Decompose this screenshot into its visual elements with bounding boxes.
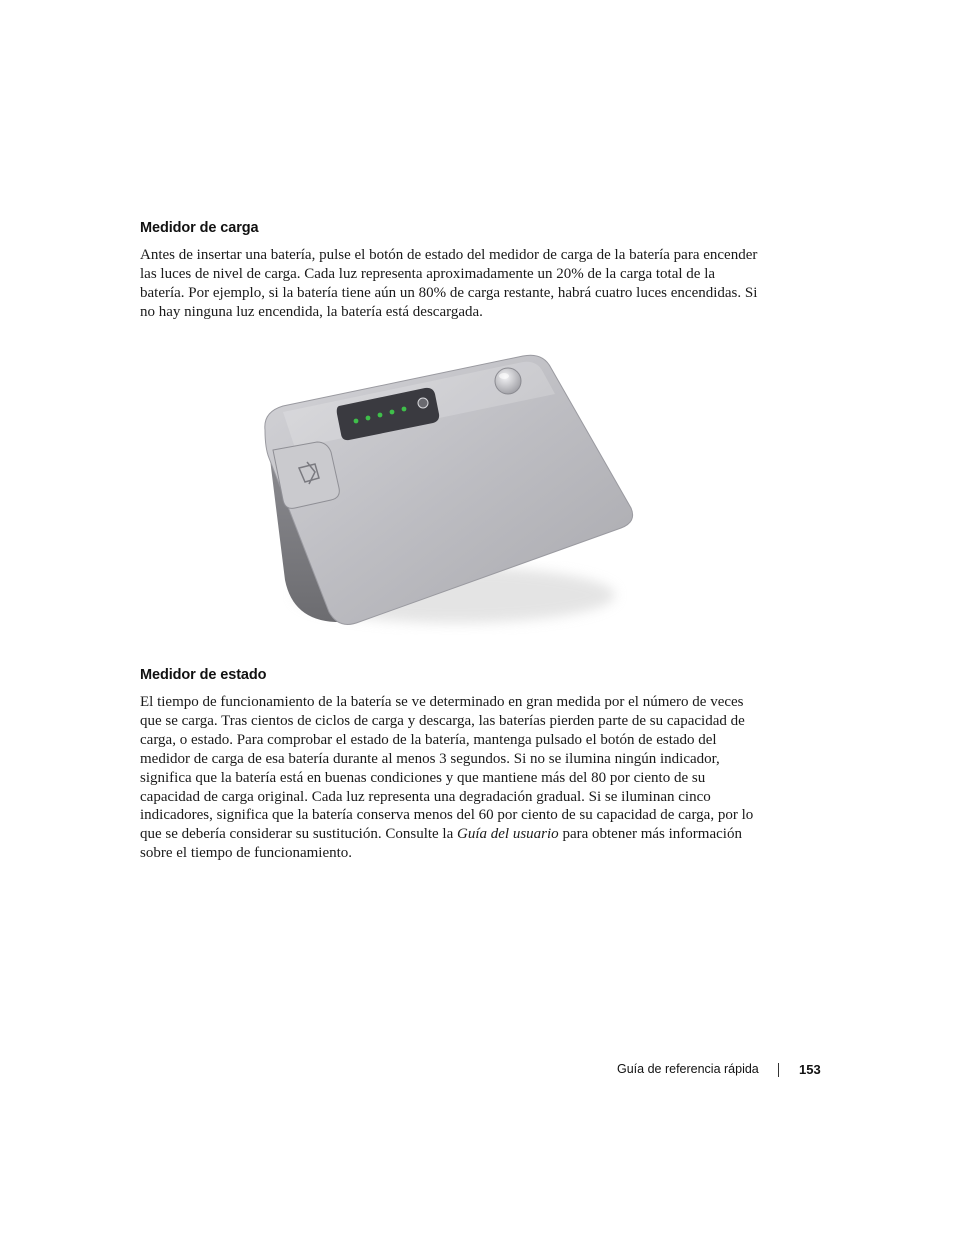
section-heading-medidor-de-carga: Medidor de carga [140, 220, 259, 236]
gauge-button-icon [418, 398, 428, 408]
battery-latch [273, 442, 339, 508]
charge-led [366, 416, 371, 421]
footer-page-number: 153 [799, 1062, 821, 1077]
battery-release-button [495, 368, 521, 394]
paragraph-text: El tiempo de funcionamiento de la batería se ve determinado en gran medida por el número de veces que se carga. Tras cientos de ciclos de carga y descarga, las baterías pierden parte de su capacidad de carga, o estado. Para comprobar el estado de la batería, mantenga pulsado el botón de estado del medidor de carga de esa batería durante al menos 3 segundos. Si no se ilumina ningún indicador, significa que la batería está en buenas condiciones y que mantiene más del 80 por ciento de su capacidad de carga original. Cada luz representa una degradación gradual. Si se iluminan cinco indicadores, significa que la batería conserva menos del 60 por ciento de su capacidad de carga, por lo que se debería considerar su sustitución. Consulte la [140, 694, 754, 843]
charge-led [378, 413, 383, 418]
section-paragraph-medidor-de-estado [140, 693, 760, 863]
footer-document-title: Guía de referencia rápida [617, 1062, 759, 1076]
section-paragraph-medidor-de-carga: Antes de insertar una batería, pulse el botón de estado del medidor de carga de la batería para encender las luces de nivel de carga. Cada luz representa aproximadamente un 20% de la carga total de la batería. Por ejemplo, si la batería tiene aún un 80% de carga restante, habrá cuatro luces encendidas. Si no hay ninguna luz encendida, la batería está descargada. [140, 247, 758, 320]
user-guide-reference: Guía del usuario [457, 826, 559, 843]
charge-led [402, 407, 407, 412]
battery-image [255, 350, 640, 635]
charge-led [390, 410, 395, 415]
footer-separator [778, 1063, 779, 1077]
paragraph-text: para obtener más información sobre el tiempo de funcionamiento. [140, 826, 742, 862]
section-heading-medidor-de-estado: Medidor de estado [140, 667, 267, 683]
charge-led [354, 419, 359, 424]
